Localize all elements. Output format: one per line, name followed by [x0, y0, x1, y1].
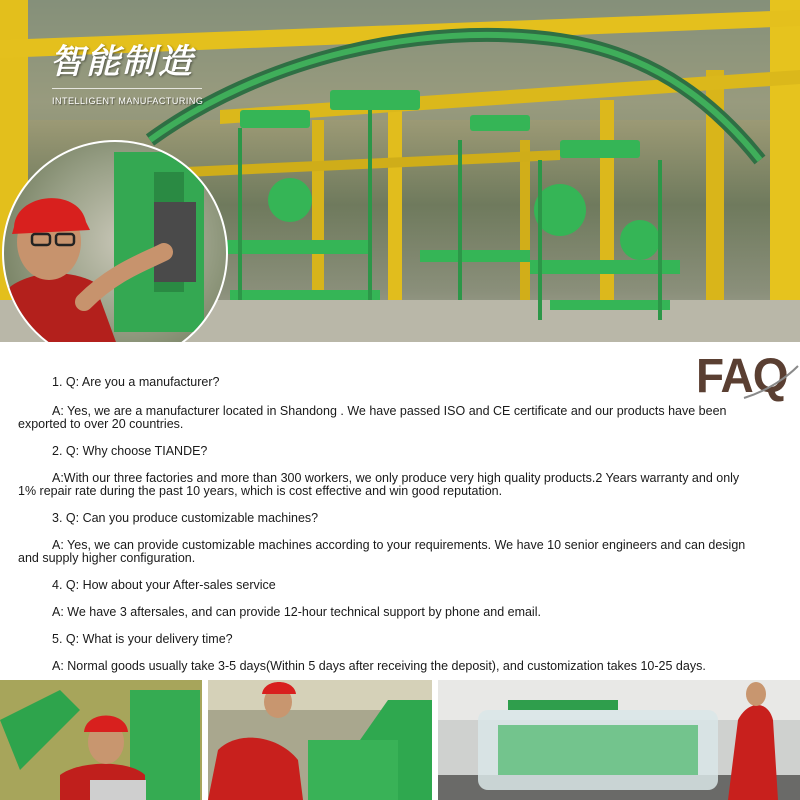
packing-photo: [438, 680, 800, 800]
faq-answer-3: A: Yes, we can provide customizable machines according to your requirements. We have 10 senior engineers and can design and supply higher configuration.: [18, 538, 746, 565]
faq-question-3: 3. Q: Can you produce customizable machines?: [52, 511, 319, 525]
faq-answer-1: A: Yes, we are a manufacturer located in Shandong . We have passed ISO and CE certificate and our products have been exported to over 20 countries.: [18, 404, 727, 431]
faq-list: [18, 374, 758, 673]
faq-logo: FAQ: [696, 347, 788, 403]
worker-portrait: [2, 140, 228, 342]
faq-question-4: 4. Q: How about your After-sales service: [52, 578, 276, 592]
factory-banner: [0, 0, 800, 342]
banner-divider: [52, 88, 202, 89]
faq-answer-2: A:With our three factories and more than 300 workers, we only produce very high quality products.2 Years warranty and only 1% repair rate during the past 10 years, which is cost effective and win good reputation.: [18, 471, 740, 498]
faq-question-2: 2. Q: Why choose TIANDE?: [52, 444, 208, 458]
banner-subtitle: INTELLIGENT MANUFACTURING: [52, 96, 204, 106]
worker-photo-1: [0, 680, 202, 800]
worker-photo-2: [208, 680, 432, 800]
faq-answer-4: A: We have 3 aftersales, and can provide 12-hour technical support by phone and email.: [52, 605, 541, 619]
faq-question-1: 1. Q: Are you a manufacturer?: [52, 375, 220, 389]
banner-title: 智能制造: [50, 42, 194, 82]
faq-answer-5: A: Normal goods usually take 3-5 days(Within 5 days after receiving the deposit), and customization takes 10-25 days.: [52, 659, 706, 673]
faq-question-5: 5. Q: What is your delivery time?: [52, 632, 233, 646]
